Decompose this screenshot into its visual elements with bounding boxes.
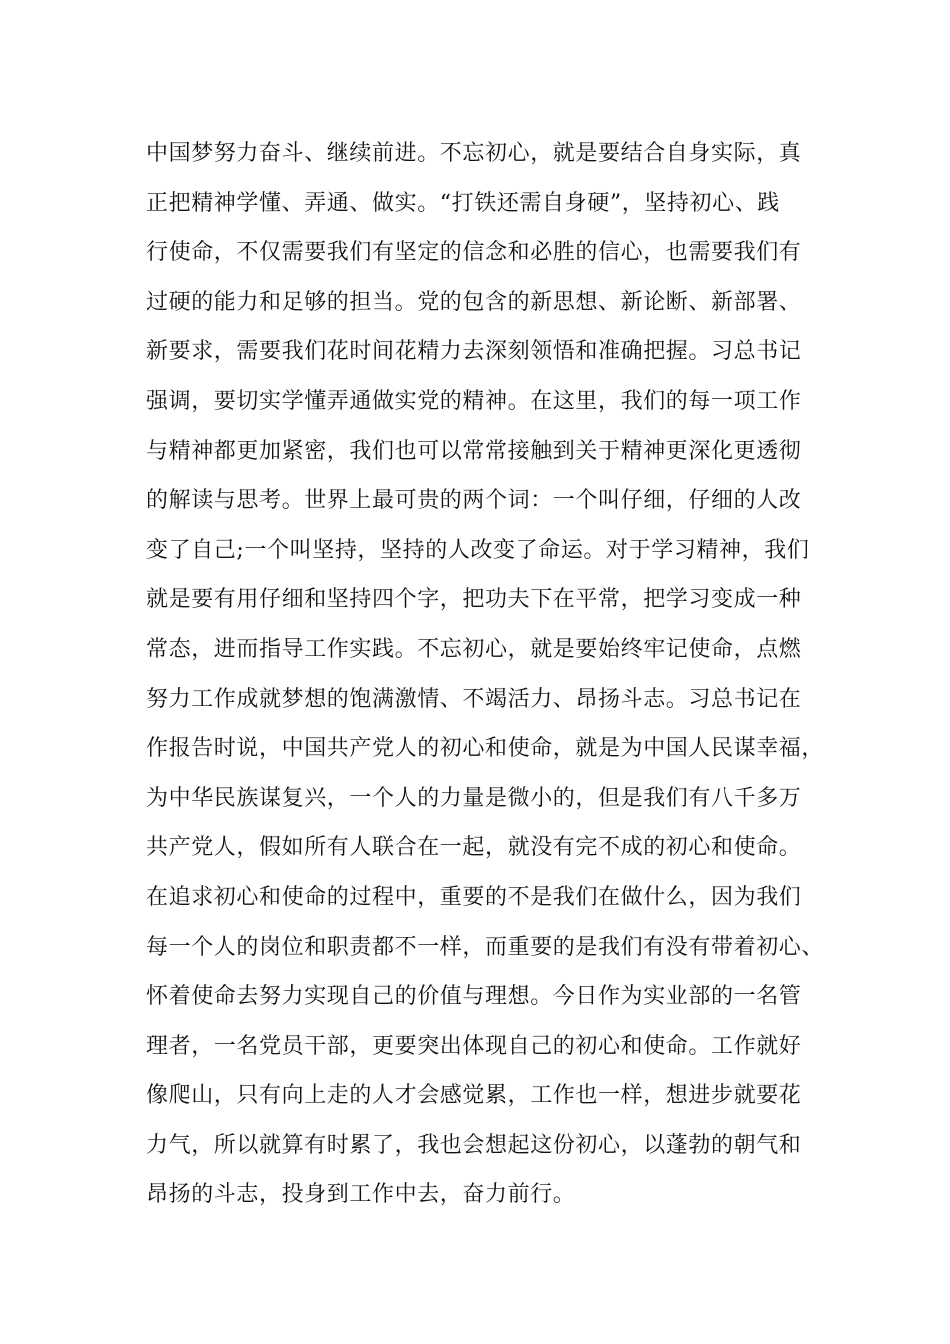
text-line: 就是要有用仔细和坚持四个字，把功夫下在平常，把学习变成一种	[146, 587, 802, 613]
text-line: 与精神都更加紧密，我们也可以常常接触到关于精神更深化更透彻	[146, 438, 802, 464]
text-line: 常态，进而指导工作实践。不忘初心，就是要始终牢记使命，点燃	[146, 636, 802, 662]
text-line: 力气，所以就算有时累了，我也会想起这份初心，以蓬勃的朝气和	[146, 1132, 802, 1158]
text-line: 怀着使命去努力实现自己的价值与理想。今日作为实业部的一名管	[146, 984, 802, 1010]
text-line: 过硬的能力和足够的担当。党的包含的新思想、新论断、新部署、	[146, 289, 802, 315]
text-line: 为中华民族谋复兴，一个人的力量是微小的，但是我们有八千多万	[146, 785, 802, 811]
text-line: 中国梦努力奋斗、继续前进。不忘初心，就是要结合自身实际，真	[146, 141, 802, 166]
text-line: 强调，要切实学懂弄通做实党的精神。在这里，我们的每一项工作	[146, 388, 802, 414]
text-line: 理者，一名党员干部，更要突出体现自己的初心和使命。工作就好	[146, 1033, 802, 1059]
body-paragraph	[146, 134, 826, 1225]
text-line: 昂扬的斗志，投身到工作中去，奋力前行。	[146, 1182, 576, 1208]
text-line: 变了自己;一个叫坚持，坚持的人改变了命运。对于学习精神，我们	[146, 537, 810, 563]
text-line: 在追求初心和使命的过程中，重要的不是我们在做什么，因为我们	[146, 884, 802, 910]
text-line: 正把精神学懂、弄通、做实。“打铁还需自身硬”，坚持初心、践	[146, 190, 780, 216]
text-line: 的解读与思考。世界上最可贵的两个词：一个叫仔细，仔细的人改	[146, 488, 802, 514]
text-line: 共产党人，假如所有人联合在一起，就没有完不成的初心和使命。	[146, 835, 802, 861]
text-line: 新要求，需要我们花时间花精力去深刻领悟和准确把握。习总书记	[146, 339, 802, 365]
text-line: 努力工作成就梦想的饱满激情、不竭活力、昂扬斗志。习总书记在	[146, 686, 802, 712]
text-line: 行使命，不仅需要我们有坚定的信念和必胜的信心，也需要我们有	[146, 240, 802, 266]
text-line: 每一个人的岗位和职责都不一样，而重要的是我们有没有带着初心、	[146, 934, 825, 960]
text-line: 像爬山，只有向上走的人才会感觉累，工作也一样，想进步就要花	[146, 1083, 802, 1109]
text-line: 作报告时说，中国共产党人的初心和使命，就是为中国人民谋幸福，	[146, 736, 825, 762]
